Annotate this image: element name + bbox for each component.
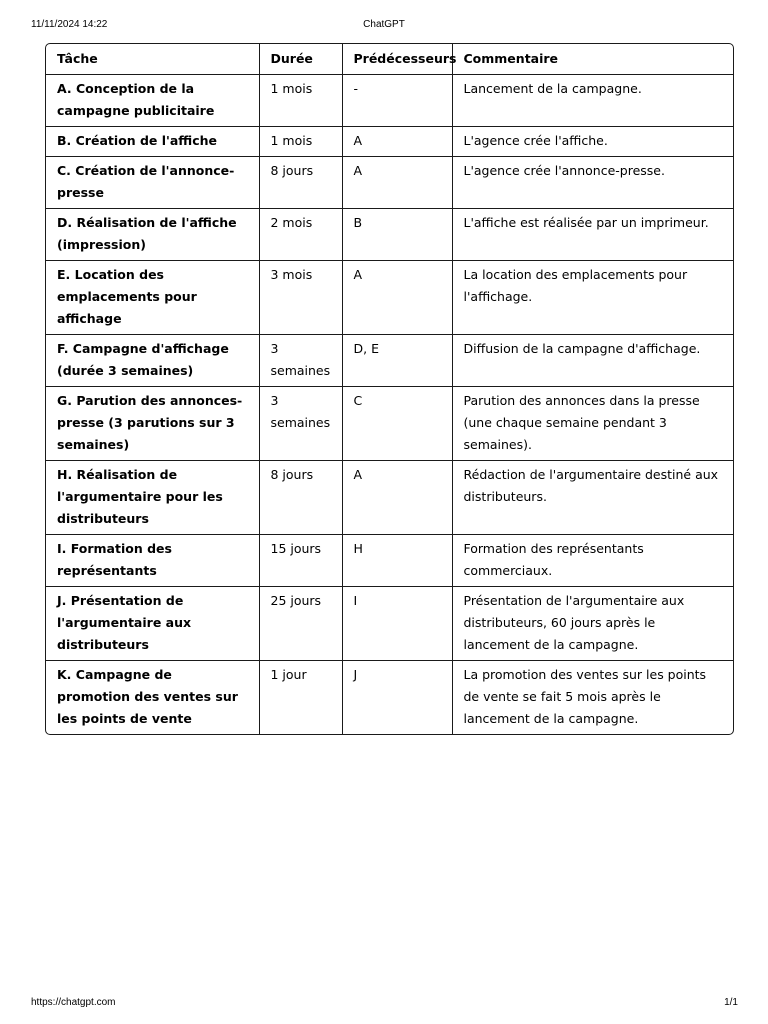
task-table	[45, 43, 734, 735]
comment-cell: L'affiche est réalisée par un imprimeur.	[452, 209, 733, 261]
page-number: 1/1	[724, 997, 738, 1008]
duration-cell: 1 mois	[259, 127, 342, 157]
task-cell: E. Location des emplacements pour affichage	[46, 261, 259, 335]
task-cell: A. Conception de la campagne publicitaire	[46, 75, 259, 127]
predecessors-cell: C	[342, 387, 452, 461]
print-date: 11/11/2024 14:22	[31, 19, 108, 30]
comment-cell: La location des emplacements pour l'affichage.	[452, 261, 733, 335]
comment-cell: Présentation de l'argumentaire aux distributeurs, 60 jours après le lancement de la campagne.	[452, 587, 733, 661]
comment-cell: Rédaction de l'argumentaire destiné aux distributeurs.	[452, 461, 733, 535]
predecessors-cell: D, E	[342, 335, 452, 387]
table-row	[46, 209, 733, 261]
comment-cell: Lancement de la campagne.	[452, 75, 733, 127]
predecessors-cell: A	[342, 127, 452, 157]
table-row	[46, 261, 733, 335]
duration-cell: 25 jours	[259, 587, 342, 661]
duration-cell: 3 mois	[259, 261, 342, 335]
comment-cell: Parution des annonces dans la presse (une chaque semaine pendant 3 semaines).	[452, 387, 733, 461]
table-row	[46, 661, 733, 735]
duration-cell: 1 jour	[259, 661, 342, 735]
duration-cell: 8 jours	[259, 157, 342, 209]
comment-cell: Formation des représentants commerciaux.	[452, 535, 733, 587]
task-cell: B. Création de l'affiche	[46, 127, 259, 157]
task-cell: G. Parution des annonces-presse (3 parutions sur 3 semaines)	[46, 387, 259, 461]
duration-cell: 3 semaines	[259, 387, 342, 461]
duration-cell: 8 jours	[259, 461, 342, 535]
comment-cell: La promotion des ventes sur les points de vente se fait 5 mois après le lancement de la campagne.	[463, 667, 707, 726]
table-row	[46, 157, 733, 209]
task-cell: J. Présentation de l'argumentaire aux distributeurs	[46, 587, 259, 661]
duration-cell: 1 mois	[259, 75, 342, 127]
task-cell: H. Réalisation de l'argumentaire pour les distributeurs	[46, 461, 259, 535]
table-row	[46, 75, 733, 127]
task-cell: K. Campagne de promotion des ventes sur les points de vente	[46, 661, 259, 735]
footer-url: https://chatgpt.com	[31, 997, 116, 1008]
duration-cell: 2 mois	[259, 209, 342, 261]
task-cell: C. Création de l'annonce-presse	[46, 157, 259, 209]
table-row	[46, 127, 733, 157]
column-header-tache: Tâche	[46, 44, 259, 75]
table-row	[46, 535, 733, 587]
task-cell: D. Réalisation de l'affiche (impression)	[46, 209, 259, 261]
comment-cell: L'agence crée l'affiche.	[452, 127, 733, 157]
comment-cell: L'agence crée l'annonce-presse.	[452, 157, 733, 209]
task-cell: I. Formation des représentants	[46, 535, 259, 587]
predecessors-cell: A	[342, 261, 452, 335]
table-row	[46, 335, 733, 387]
column-header-predecesseurs: Prédécesseurs	[342, 44, 452, 75]
predecessors-cell: A	[342, 461, 452, 535]
predecessors-cell: H	[342, 535, 452, 587]
duration-cell: 3 semaines	[259, 335, 342, 387]
predecessors-cell: -	[342, 75, 452, 127]
page-title: ChatGPT	[363, 19, 405, 30]
table-row	[46, 387, 733, 461]
task-cell: F. Campagne d'affichage (durée 3 semaines)	[46, 335, 259, 387]
table-row	[46, 461, 733, 535]
predecessors-cell: B	[342, 209, 452, 261]
predecessors-cell: A	[342, 157, 452, 209]
table-row	[46, 587, 733, 661]
column-header-duree: Durée	[259, 44, 342, 75]
column-header-commentaire: Commentaire	[452, 44, 733, 75]
duration-cell: 15 jours	[259, 535, 342, 587]
predecessors-cell: J	[342, 661, 452, 735]
comment-cell: Diffusion de la campagne d'affichage.	[452, 335, 733, 387]
predecessors-cell: I	[342, 587, 452, 661]
table-header-row	[46, 44, 733, 75]
